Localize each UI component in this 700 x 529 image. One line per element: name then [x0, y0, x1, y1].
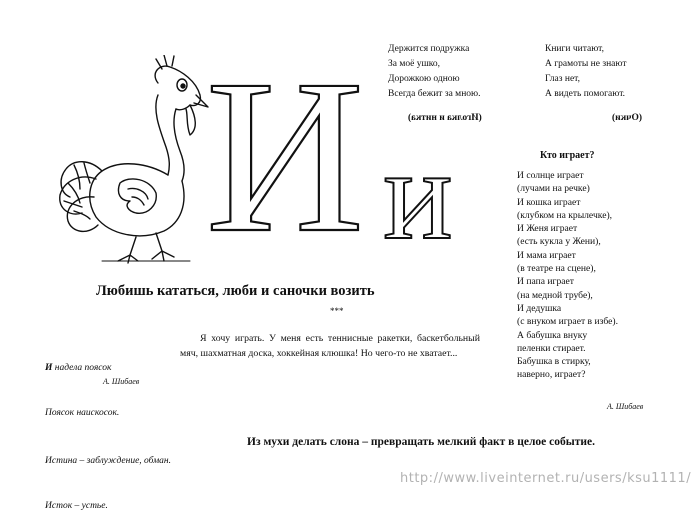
glossary-line-1: Истина – заблуждение, обман.: [45, 456, 171, 466]
short-poem-line-2: Поясок наискосок.: [45, 408, 120, 418]
riddle-2-answer: (Очки): [612, 113, 643, 123]
short-poem-line-1: [45, 361, 119, 376]
bottom-proverb: Из мухи делать слона – превращать мелкий факт в целое событие.: [247, 436, 595, 448]
short-poem-line-1-rest: надела поясок: [52, 363, 112, 373]
prose-paragraph: Я хочу играть. У меня есть теннисные ракетки, баскетбольный мяч, шахматная доска, хоккейная клюшка! Но чего-то не хватает...: [180, 333, 480, 359]
poem-text: И солнце играет (лучами на речке) И кошка играет (клубком на крылечке), И Женя играет (есть кукла у Жени), И мама играет (в театре на сцене), И папа играет (на медной трубе), И дедушка (с внуком играет в избе). А бабушка внуку пеленки стирает. Бабушка в стирку, наверно, играет?: [517, 170, 619, 381]
riddle-2-text: Книги читают, А грамоты не знают Глаз нет, А видеть помогают.: [545, 44, 627, 99]
proverb-heading: Любишь кататься, люби и саночки возить: [96, 283, 375, 299]
turkey-illustration: [40, 55, 210, 265]
glossary: [45, 424, 171, 529]
riddle-1-answer: (Иголка и нитка): [408, 113, 482, 123]
short-poem-author: А. Шибаев: [103, 377, 140, 386]
short-poem-initial: И: [45, 363, 53, 373]
letter-lower-text: и: [383, 150, 453, 250]
section-stars: ***: [330, 306, 344, 316]
glossary-line-2: Исток – устье.: [45, 501, 108, 511]
letter-upper-text: И: [205, 60, 365, 250]
big-letter-upper: [200, 60, 370, 250]
watermark: http://www.liveinternet.ru/users/ksu1111/: [400, 471, 692, 486]
big-letter-lower: [358, 150, 478, 250]
riddle-1-text: Держится подружка За моё ушко, Дорожкою одною Всегда бежит за мною.: [388, 44, 481, 99]
poem-title: Кто играет?: [540, 150, 595, 161]
poem-author: А. Шибаев: [607, 402, 644, 411]
